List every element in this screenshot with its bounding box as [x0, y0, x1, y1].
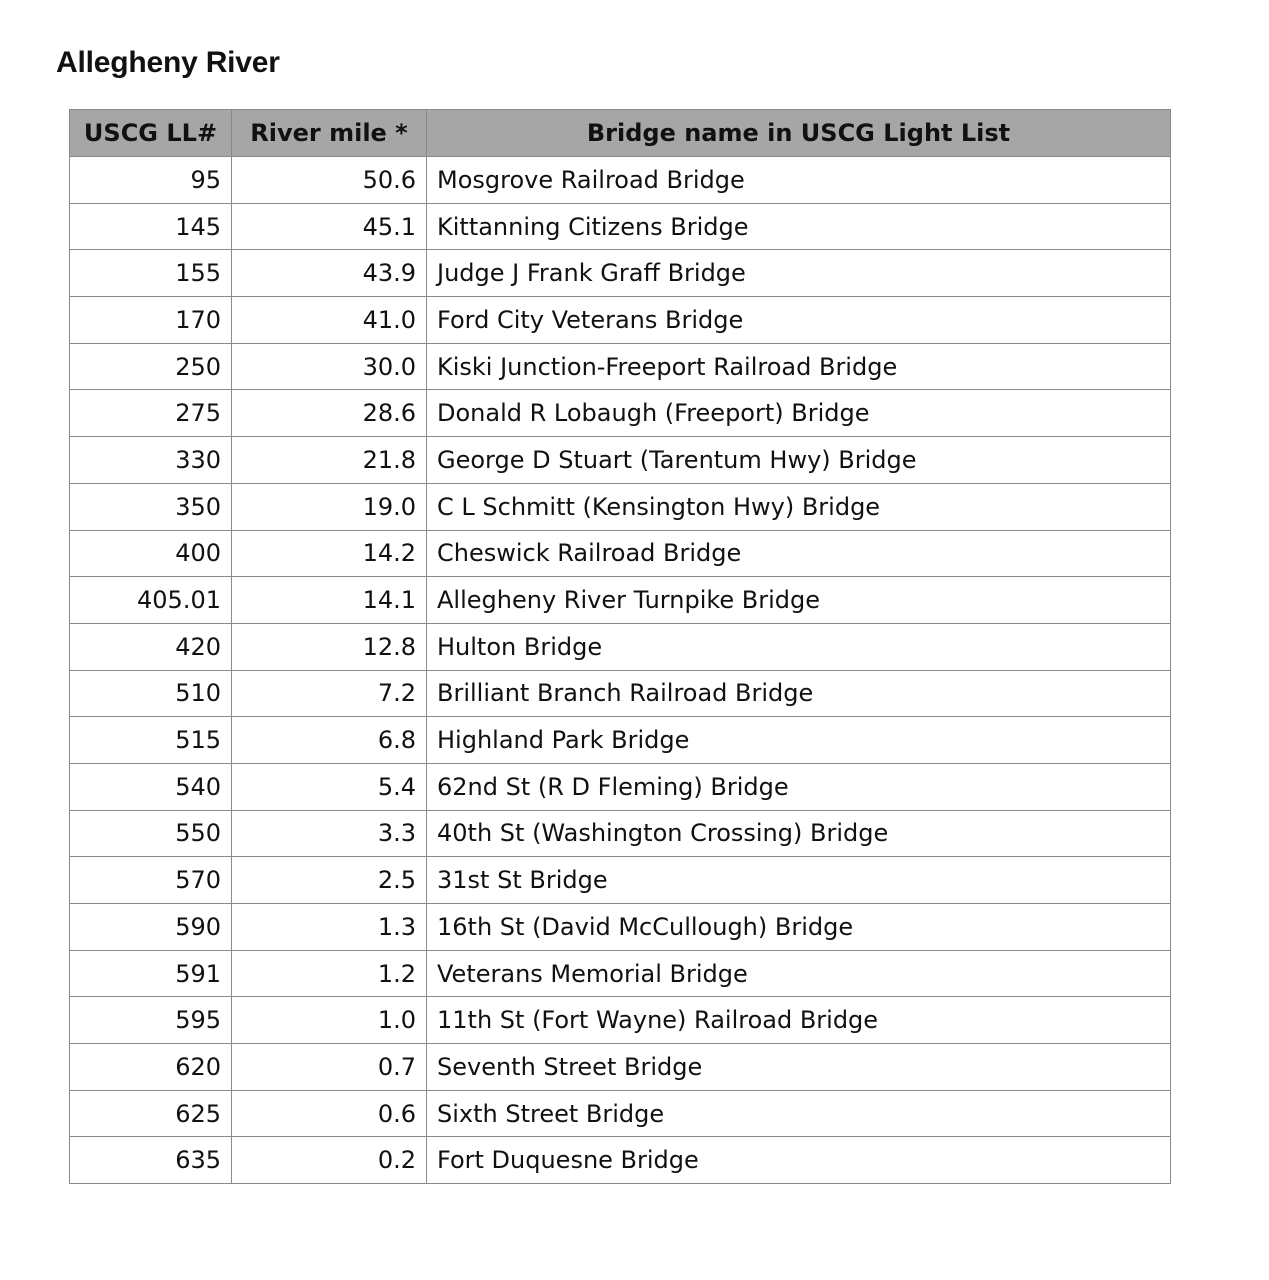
cell-uscg-ll: 145 [70, 203, 232, 250]
table-row [70, 343, 1171, 390]
cell-river-mile: 28.6 [232, 390, 427, 437]
header-uscg-ll: USCG LL# [70, 110, 232, 157]
cell-uscg-ll: 170 [70, 297, 232, 344]
cell-river-mile: 14.1 [232, 577, 427, 624]
cell-river-mile: 1.0 [232, 997, 427, 1044]
table-row [70, 950, 1171, 997]
table-row [70, 390, 1171, 437]
cell-bridge-name: Brilliant Branch Railroad Bridge [427, 670, 1171, 717]
table-row [70, 250, 1171, 297]
table-row [70, 717, 1171, 764]
table-header-row [70, 110, 1171, 157]
table-row [70, 203, 1171, 250]
cell-uscg-ll: 510 [70, 670, 232, 717]
cell-bridge-name: Sixth Street Bridge [427, 1090, 1171, 1137]
cell-bridge-name: Kittanning Citizens Bridge [427, 203, 1171, 250]
bridge-table [69, 109, 1171, 1184]
cell-bridge-name: 40th St (Washington Crossing) Bridge [427, 810, 1171, 857]
cell-river-mile: 0.6 [232, 1090, 427, 1137]
table-row [70, 157, 1171, 204]
cell-bridge-name: Mosgrove Railroad Bridge [427, 157, 1171, 204]
cell-bridge-name: Cheswick Railroad Bridge [427, 530, 1171, 577]
cell-river-mile: 21.8 [232, 437, 427, 484]
cell-river-mile: 3.3 [232, 810, 427, 857]
cell-uscg-ll: 540 [70, 763, 232, 810]
cell-uscg-ll: 515 [70, 717, 232, 764]
cell-uscg-ll: 625 [70, 1090, 232, 1137]
table-row [70, 670, 1171, 717]
cell-bridge-name: 11th St (Fort Wayne) Railroad Bridge [427, 997, 1171, 1044]
cell-bridge-name: 62nd St (R D Fleming) Bridge [427, 763, 1171, 810]
page-title: Allegheny River [56, 46, 280, 79]
cell-river-mile: 1.2 [232, 950, 427, 997]
cell-bridge-name: Veterans Memorial Bridge [427, 950, 1171, 997]
cell-uscg-ll: 635 [70, 1137, 232, 1184]
cell-river-mile: 2.5 [232, 857, 427, 904]
table-row [70, 763, 1171, 810]
table-row [70, 297, 1171, 344]
cell-uscg-ll: 591 [70, 950, 232, 997]
cell-river-mile: 14.2 [232, 530, 427, 577]
table-row [70, 1090, 1171, 1137]
table-row [70, 997, 1171, 1044]
table-row [70, 857, 1171, 904]
cell-bridge-name: Kiski Junction-Freeport Railroad Bridge [427, 343, 1171, 390]
cell-uscg-ll: 570 [70, 857, 232, 904]
cell-bridge-name: Highland Park Bridge [427, 717, 1171, 764]
cell-bridge-name: George D Stuart (Tarentum Hwy) Bridge [427, 437, 1171, 484]
table-row [70, 437, 1171, 484]
cell-uscg-ll: 95 [70, 157, 232, 204]
cell-uscg-ll: 330 [70, 437, 232, 484]
table-body [70, 157, 1171, 1184]
cell-uscg-ll: 155 [70, 250, 232, 297]
cell-river-mile: 19.0 [232, 483, 427, 530]
cell-uscg-ll: 590 [70, 904, 232, 951]
cell-river-mile: 6.8 [232, 717, 427, 764]
cell-bridge-name: 31st St Bridge [427, 857, 1171, 904]
table-row [70, 904, 1171, 951]
cell-uscg-ll: 405.01 [70, 577, 232, 624]
cell-uscg-ll: 275 [70, 390, 232, 437]
header-river-mile: River mile * [232, 110, 427, 157]
cell-bridge-name: Allegheny River Turnpike Bridge [427, 577, 1171, 624]
cell-bridge-name: Fort Duquesne Bridge [427, 1137, 1171, 1184]
cell-river-mile: 45.1 [232, 203, 427, 250]
table-row [70, 483, 1171, 530]
cell-river-mile: 1.3 [232, 904, 427, 951]
cell-uscg-ll: 595 [70, 997, 232, 1044]
cell-river-mile: 50.6 [232, 157, 427, 204]
cell-river-mile: 30.0 [232, 343, 427, 390]
table-row [70, 530, 1171, 577]
cell-bridge-name: Ford City Veterans Bridge [427, 297, 1171, 344]
cell-bridge-name: Judge J Frank Graff Bridge [427, 250, 1171, 297]
cell-bridge-name: Hulton Bridge [427, 623, 1171, 670]
cell-river-mile: 41.0 [232, 297, 427, 344]
cell-uscg-ll: 620 [70, 1044, 232, 1091]
cell-river-mile: 0.7 [232, 1044, 427, 1091]
cell-uscg-ll: 550 [70, 810, 232, 857]
table-row [70, 1137, 1171, 1184]
cell-river-mile: 43.9 [232, 250, 427, 297]
cell-uscg-ll: 350 [70, 483, 232, 530]
cell-bridge-name: Seventh Street Bridge [427, 1044, 1171, 1091]
cell-bridge-name: Donald R Lobaugh (Freeport) Bridge [427, 390, 1171, 437]
header-bridge-name: Bridge name in USCG Light List [427, 110, 1171, 157]
cell-uscg-ll: 250 [70, 343, 232, 390]
cell-river-mile: 5.4 [232, 763, 427, 810]
table-row [70, 623, 1171, 670]
table-row [70, 1044, 1171, 1091]
table-row [70, 810, 1171, 857]
cell-bridge-name: 16th St (David McCullough) Bridge [427, 904, 1171, 951]
cell-bridge-name: C L Schmitt (Kensington Hwy) Bridge [427, 483, 1171, 530]
cell-uscg-ll: 420 [70, 623, 232, 670]
table-row [70, 577, 1171, 624]
cell-uscg-ll: 400 [70, 530, 232, 577]
cell-river-mile: 12.8 [232, 623, 427, 670]
cell-river-mile: 0.2 [232, 1137, 427, 1184]
cell-river-mile: 7.2 [232, 670, 427, 717]
